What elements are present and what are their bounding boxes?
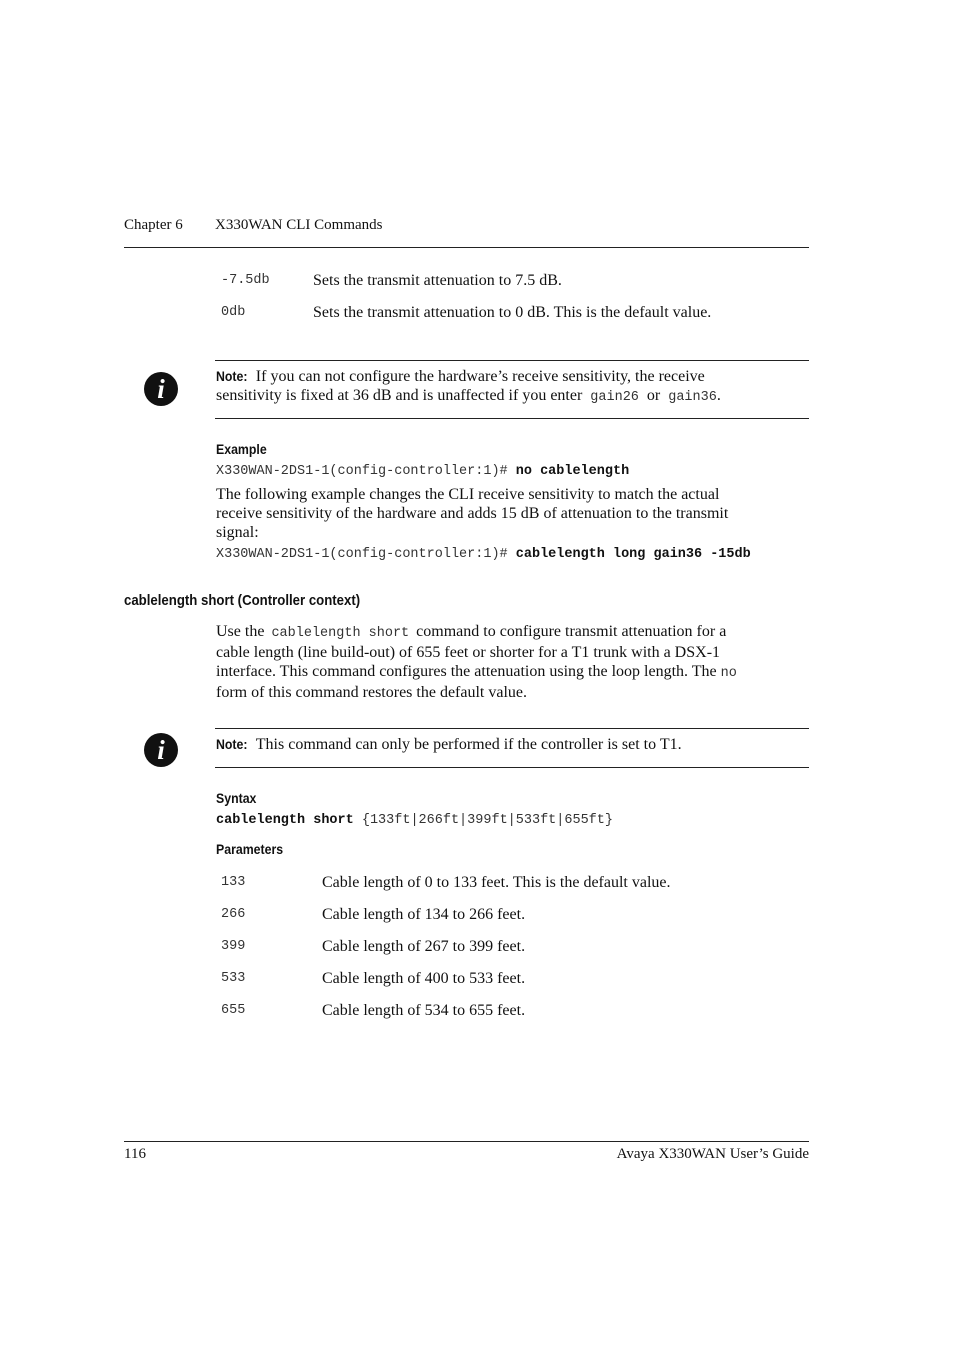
param-desc: Cable length of 134 to 266 feet. — [322, 906, 526, 923]
footer-rule — [124, 1141, 809, 1142]
param-name: 133 — [221, 875, 246, 890]
param-desc: Sets the transmit attenuation to 7.5 dB. — [313, 272, 562, 289]
note-label: Note: — [216, 736, 248, 752]
running-header — [124, 216, 383, 234]
code-line: X330WAN-2DS1-1(config-controller:1)# cablelength long gain36 -15db — [216, 547, 751, 562]
inline-code: no — [720, 666, 737, 681]
param-desc: Cable length of 534 to 655 feet. — [322, 1002, 526, 1019]
info-icon: i — [144, 733, 178, 767]
section-title: cablelength short (Controller context) — [124, 592, 361, 609]
param-name: 533 — [221, 971, 246, 986]
code-line: X330WAN-2DS1-1(config-controller:1)# no cablelength — [216, 464, 630, 479]
section-intro: Use the cablelength short command to configure transmit attenuation for a cable length (line build-out) of 655 feet or shorter for a T1 trunk with a DSX-1 interface. This command configures the attenuation using the loop length. The no form of this command restores the default value. — [216, 623, 737, 701]
param-name: 0db — [221, 305, 246, 320]
note-rule-top — [215, 360, 809, 361]
inline-code: cablelength short — [271, 626, 410, 641]
example-paragraph: The following example changes the CLI receive sensitivity to match the actual receive sensitivity of the hardware and adds 15 dB of attenuation to the transmit signal: — [216, 486, 729, 541]
param-name: 655 — [221, 1003, 246, 1018]
param-name: 266 — [221, 907, 246, 922]
param-name: -7.5db — [221, 273, 270, 288]
header-rule — [124, 247, 809, 248]
note-rule-bottom — [215, 767, 809, 768]
inline-code: gain36 — [668, 390, 717, 405]
note-label: Note: — [216, 368, 248, 384]
parameters-heading: Parameters — [216, 841, 284, 857]
page-number: 116 — [124, 1146, 146, 1162]
param-desc: Cable length of 267 to 399 feet. — [322, 938, 526, 955]
example-heading: Example — [216, 441, 267, 457]
footer-guide-title: Avaya X330WAN User’s Guide — [616, 1146, 809, 1162]
note-text: Note: This command can only be performed if the controller is set to T1. — [216, 736, 682, 753]
param-name: 399 — [221, 939, 246, 954]
param-desc: Cable length of 0 to 133 feet. This is the default value. — [322, 874, 671, 891]
note-text-line2: sensitivity is fixed at 36 dB and is unaffected if you enter gain26 or gain36. — [216, 387, 721, 405]
note-rule-bottom — [215, 418, 809, 419]
header-title: X330WAN CLI Commands — [215, 217, 383, 233]
note-text: Note: If you can not configure the hardware’s receive sensitivity, the receive — [216, 368, 705, 385]
syntax-line: cablelength short {133ft|266ft|399ft|533ft|655ft} — [216, 813, 613, 828]
param-desc: Cable length of 400 to 533 feet. — [322, 970, 526, 987]
inline-code: gain26 — [590, 390, 639, 405]
note-rule-top — [215, 728, 809, 729]
info-icon: i — [144, 372, 178, 406]
header-chapter: Chapter 6 — [124, 217, 183, 233]
syntax-heading: Syntax — [216, 790, 257, 806]
param-desc: Sets the transmit attenuation to 0 dB. This is the default value. — [313, 304, 712, 321]
